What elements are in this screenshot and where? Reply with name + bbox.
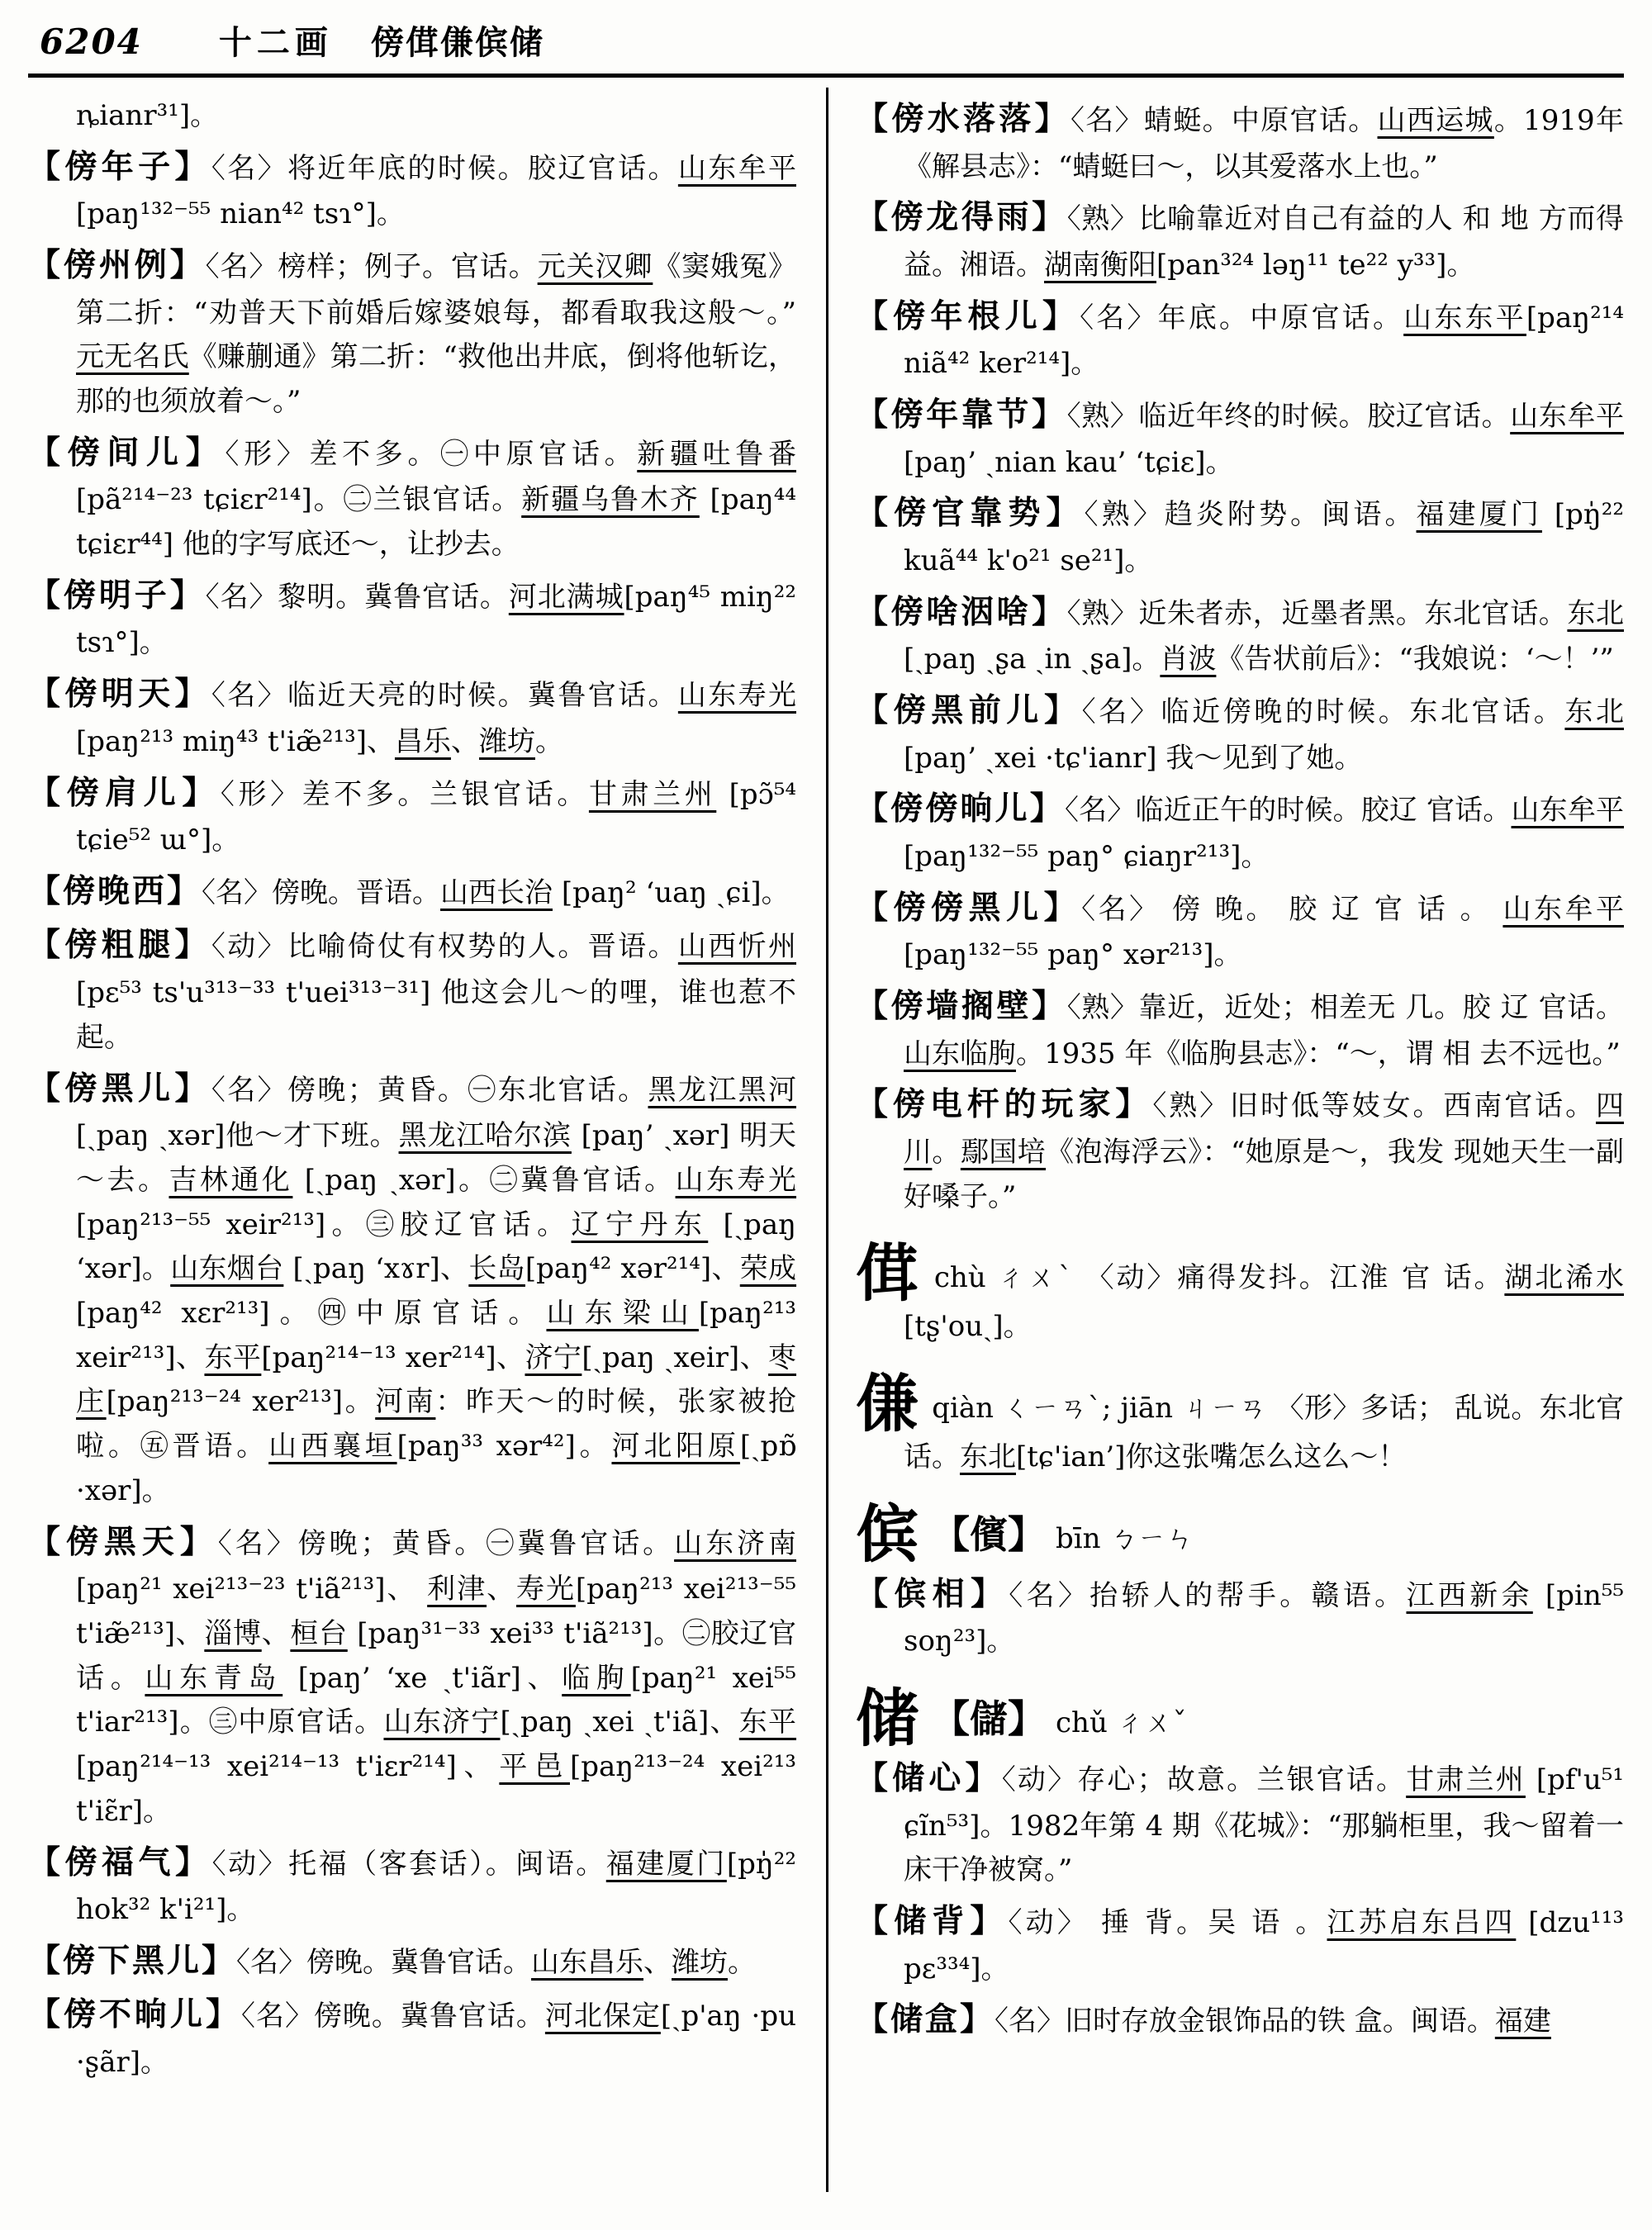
proper-noun-underlined: 新疆吐鲁番: [637, 437, 796, 471]
entry-text: 《赚蒯通》第二折：“救他出井底，倒将他斩讫，那的也须放着～。”: [76, 340, 797, 419]
entry-text: [paŋ²¹³⁻²⁴ xer²¹³]。: [106, 1385, 376, 1419]
proper-noun-underlined: 山东临朐: [904, 1037, 1016, 1070]
proper-noun-underlined: 辽宁丹东: [571, 1208, 709, 1241]
entry-headword: 【傍水落落】: [856, 100, 1070, 138]
entry-text: bīn ㄅㄧㄣ: [1056, 1521, 1194, 1555]
entry-headword: 【傍肩儿】: [28, 773, 221, 812]
dictionary-entry: [856, 390, 1624, 485]
entry-text: [paŋ²¹ xei²¹³⁻²³ t'iã²¹³]、: [76, 1573, 428, 1606]
entry-text: [paŋ⁴⁵ miŋ²² tsɿ°]。: [76, 580, 796, 660]
entry-text: [pf'u⁵¹ ɕĩn⁵³]。1982年第 4 期《花城》：“那躺柜里，我～留着一床干净被窝。”: [904, 1763, 1625, 1887]
entry-headword: 【傍不晌儿】: [28, 1995, 241, 2034]
entry-text: [pŋ̍²² hok³² k'i²¹]。: [76, 1847, 797, 1927]
proper-noun-underlined: 湖北浠水: [1504, 1261, 1625, 1295]
entry-text: [pã²¹⁴⁻²³ tɕiɛr²¹⁴]。㊁兰银官话。: [76, 483, 522, 517]
entry-headword: 【傍年子】: [28, 147, 211, 186]
entry-headword: 【傍傍黑儿】: [856, 888, 1082, 927]
dictionary-entry: [856, 1896, 1624, 1991]
dictionary-entry: [28, 1936, 796, 1987]
entry-headword: 【傍电杆的玩家】: [856, 1085, 1153, 1124]
entry-headword: 【傍官靠势】: [856, 494, 1085, 533]
dictionary-entry: [856, 488, 1624, 583]
entry-text: chǔ ㄔㄨˇ: [1056, 1706, 1187, 1740]
entry-text: 。: [728, 1945, 757, 1979]
entry-headword: 【傍年靠节】: [856, 395, 1067, 434]
dictionary-entry: [856, 1995, 1624, 2046]
proper-noun-underlined: 山东济南: [674, 1526, 796, 1560]
dictionary-entry: [856, 1079, 1624, 1219]
stroke-section-title: 十二画: [218, 23, 333, 62]
proper-noun-underlined: 福建厦门: [1416, 498, 1542, 532]
entry-text: 〈名〉抬轿人的帮手。赣语。: [1009, 1578, 1407, 1612]
entry-text: [paŋ²¹³ xeir²¹³]、: [76, 1296, 797, 1374]
entry-text: 〈形〉差不多。兰银官话。: [220, 777, 589, 811]
header-guide-characters: 傍傇傔傧储: [370, 23, 544, 62]
right-column: [856, 91, 1624, 2089]
entry-text: 〈名〉傍晚；黄昏。㊀冀鲁官话。: [217, 1526, 675, 1560]
proper-noun-underlined: 福建: [1494, 2005, 1551, 2038]
proper-noun-underlined: 四川: [904, 1089, 1624, 1169]
entry-headword: 【傍年根儿】: [856, 297, 1080, 335]
entry-text: 〈名〉榜样；例子。官话。: [205, 250, 538, 284]
proper-noun-underlined: 肖波: [1160, 643, 1217, 676]
dictionary-entry: [28, 1517, 796, 1834]
entry-text: 〈动〉比喻倚仗有权势的人。晋语。: [211, 930, 678, 964]
entry-text: 《告状前后》：“我娘说：‘～！’”: [1216, 643, 1614, 676]
dictionary-entry: [28, 142, 796, 237]
proper-noun-underlined: 黑龙江哈尔滨: [398, 1119, 572, 1153]
column-divider: [826, 88, 828, 2192]
entry-text: 〈名〉傍晚；黄昏。㊀东北官话。: [211, 1073, 648, 1107]
proper-noun-underlined: 湖南衡阳: [1044, 248, 1156, 282]
proper-noun-underlined: 甘肃兰州: [588, 777, 717, 811]
entry-text: [paŋ’ ˏnian kau’ ʻtɕiɛ]。: [904, 445, 1234, 479]
entry-text: 〈名〉将近年底的时候。胶辽官话。: [211, 151, 678, 185]
proper-noun-underlined: 河北保定: [544, 2000, 661, 2033]
proper-noun-underlined: 鄢国培: [960, 1135, 1047, 1169]
dictionary-entry: [28, 920, 796, 1060]
proper-noun-underlined: 临朐: [562, 1661, 631, 1695]
header-divider: [28, 74, 1624, 78]
entry-text: 。1935 年《临朐县志》：“～，谓 相 去不远也。”: [1016, 1037, 1621, 1070]
entry-headword: 【傍粗腿】: [28, 926, 211, 965]
entry-text: 〈名〉傍晚。冀鲁官话。: [236, 1945, 532, 1979]
proper-noun-underlined: 新疆乌鲁木齐: [521, 483, 700, 517]
entry-text: [ˏpaŋ ˏxər]他～才下班。: [76, 1119, 399, 1153]
entry-headword: 【傍墙搁壁】: [856, 986, 1067, 1025]
entry-text: [paŋ²¹ xei⁵⁵ t'iar²¹³]。㊂中原官话。: [76, 1661, 797, 1739]
proper-noun-underlined: 山东梁山: [546, 1296, 699, 1330]
left-column: [28, 91, 796, 2089]
dictionary-entry: [856, 686, 1624, 780]
entry-headword: 【傍间儿】: [28, 433, 225, 472]
entry-text: [paŋ²¹⁴ niã⁴² ker²¹⁴]。: [904, 301, 1625, 381]
entry-text: [paŋ²¹³ miŋ⁴³ t'iæ̃²¹³]、: [76, 724, 395, 758]
entry-headword: 【傍明天】: [28, 675, 211, 714]
proper-noun-underlined: 黑龙江黑河: [648, 1073, 796, 1107]
entry-headword: 【傍龙得雨】: [856, 198, 1067, 237]
entry-text: qiàn ㄑㄧㄢˋ; jiān ㄐㄧㄢ 〈形〉多话； 乱说。东北官话。: [904, 1392, 1625, 1474]
entry-text: [paŋ² ʻuaŋ ˏɕi]。: [553, 875, 790, 909]
proper-noun-underlined: 山东牟平: [1511, 794, 1624, 828]
entry-headword: 【傍福气】: [28, 1843, 212, 1881]
entry-text: [ˏpaŋ ʻxɤr]、: [283, 1252, 469, 1286]
entry-text: 〈熟〉旧时低等妓女。西南官话。: [1152, 1089, 1596, 1123]
dictionary-entry: [856, 292, 1624, 387]
entry-headword: 【傧相】: [856, 1574, 1009, 1613]
entry-headword: 【傍州例】: [28, 246, 206, 285]
entry-text: [paŋ⁴² xər²¹⁴]、: [525, 1252, 740, 1286]
entry-headword: 【傍黑天】: [28, 1522, 218, 1561]
dictionary-entry: [28, 768, 796, 863]
proper-noun-underlined: 济宁: [525, 1340, 582, 1374]
entry-text: 〈名〉傍晚。晋语。: [202, 875, 441, 909]
entry-text: [paŋ’ ˏxər] 明天～去。: [76, 1119, 796, 1197]
proper-noun-underlined: 荣成: [739, 1252, 797, 1286]
dictionary-entry: [856, 784, 1624, 879]
entry-text: [pɛ⁵³ ts'u³¹³⁻³³ t'uei³¹³⁻³¹] 他这会儿～的哩，谁也惹不起。: [76, 976, 796, 1054]
entry-headword: 【傍啥洇啥】: [856, 592, 1067, 631]
head-character: 傧: [856, 1497, 919, 1571]
entry-text: 〈名〉临近天亮的时候。冀鲁官话。: [211, 679, 678, 713]
traditional-form: 【儐】: [932, 1511, 1046, 1557]
dictionary-entry: [856, 192, 1624, 287]
head-character: 傇: [856, 1236, 921, 1311]
dictionary-entry: [856, 1753, 1624, 1893]
entry-text: 。: [534, 724, 563, 758]
proper-noun-underlined: 元无名氏: [76, 340, 189, 374]
entry-text: [ˏpaŋ ˏxeir]、: [582, 1340, 769, 1374]
proper-noun-underlined: 平邑: [499, 1750, 570, 1784]
entry-text: 〈名〉蜻蜓。中原官话。: [1070, 104, 1378, 137]
entry-text: [paŋ³³ xər⁴²]。: [396, 1430, 612, 1464]
entry-text: 〈名〉临近傍晚的时候。东北官话。: [1081, 695, 1565, 728]
proper-noun-underlined: 东北: [960, 1440, 1016, 1474]
character-entry: [856, 1236, 1625, 1350]
proper-noun-underlined: 山东牟平: [1502, 892, 1624, 926]
entry-text: 〈名〉 傍 晚。 胶 辽 官 话 。: [1081, 892, 1503, 926]
proper-noun-underlined: 利津: [427, 1573, 487, 1606]
entry-text: 〈动〉存心；故意。兰银官话。: [1001, 1763, 1407, 1797]
entry-text: [paŋ⁴⁴ tɕiɛr⁴⁴] 他的字写底还～，让抄去。: [76, 483, 797, 562]
proper-noun-underlined: 寿光: [516, 1573, 576, 1606]
entry-text: 〈熟〉临近年终的时候。胶辽官话。: [1066, 399, 1511, 433]
proper-noun-underlined: 枣庄: [76, 1340, 797, 1419]
entry-headword: 【傍黑前儿】: [856, 690, 1082, 729]
entry-text: [paŋ²¹³⁻²⁴ xei²¹³ t'iɛ̃r]。: [76, 1750, 796, 1828]
head-character: 傔: [856, 1367, 919, 1441]
proper-noun-underlined: 长岛: [468, 1252, 525, 1286]
dictionary-entry: [856, 981, 1624, 1076]
entry-text: [tʂ'ouˏ]。: [904, 1310, 1032, 1344]
entry-text: [ˏpaŋ ˏʂa ˏin ˏʂa]。: [904, 643, 1161, 676]
proper-noun-underlined: 东北: [1567, 596, 1625, 630]
proper-noun-underlined: 淄博: [204, 1616, 262, 1650]
entry-text: [tɕ'ian’]你这张嘴怎么这么～！: [1016, 1440, 1407, 1474]
entry-text: [paŋ³¹⁻³³ xei³³ t'iã²¹³]。㊁胶辽官话。: [76, 1616, 797, 1695]
proper-noun-underlined: 山东济宁: [383, 1706, 501, 1739]
dictionary-entry: [28, 866, 796, 918]
proper-noun-underlined: 江西新余: [1406, 1578, 1533, 1612]
entry-text: 〈名〉傍晚。冀鲁官话。: [240, 2000, 545, 2033]
entry-headword: 【傍下黑儿】: [28, 1941, 237, 1980]
entry-text: ȵianr³¹]。: [76, 99, 219, 132]
proper-noun-underlined: 山西长治: [440, 875, 553, 909]
entry-text: [ˏpaŋ ʻxər]。: [76, 1208, 797, 1286]
entry-text: [paŋ²¹³⁻⁵⁵ xeir²¹³]。㊂胶辽官话。: [76, 1208, 572, 1241]
character-entry: [856, 1682, 1624, 1756]
entry-text: [paŋ⁴² xɛr²¹³]。㊃中原官话。: [76, 1296, 547, 1330]
proper-noun-underlined: 昌乐: [394, 724, 451, 758]
proper-noun-underlined: 东平: [204, 1340, 262, 1374]
entry-text: [paŋ¹³²⁻⁵⁵ paŋ° xər²¹³]。: [904, 938, 1242, 972]
entry-text: [ˏpaŋ ˏxər]。㊁冀鲁官话。: [292, 1163, 676, 1197]
entry-text: ：昨天～的时候，张家被抢啦。㊄晋语。: [76, 1385, 797, 1464]
proper-noun-underlined: 山东寿光: [677, 679, 796, 713]
entry-headword: 【储盒】: [856, 2000, 995, 2039]
character-entry: [856, 1497, 1624, 1571]
traditional-form: 【儲】: [932, 1696, 1046, 1742]
proper-noun-underlined: 山西忻州: [677, 930, 796, 964]
proper-noun-underlined: 河北满城: [508, 580, 624, 614]
dictionary-entry: [28, 1990, 796, 2085]
proper-noun-underlined: 甘肃兰州: [1406, 1763, 1526, 1797]
proper-noun-underlined: 河南: [375, 1385, 436, 1419]
entry-text: 、: [643, 1945, 672, 1979]
entry-text: 〈动〉托福（客套话）。闽语。: [211, 1847, 606, 1881]
entry-text: 〈熟〉趋炎附势。闽语。: [1084, 498, 1417, 532]
proper-noun-underlined: 东北: [1564, 695, 1624, 728]
entry-text: 《泡海浮云》：“她原是～，我发 现她天生一副好嗓子。”: [904, 1135, 1625, 1213]
dictionary-entry: [28, 1064, 796, 1514]
entry-text: chù ㄔㄨˋ 〈动〉痛得发抖。江淮 官 话。: [933, 1261, 1505, 1295]
entry-text: 〈名〉临近正午的时候。胶辽 官话。: [1064, 794, 1512, 828]
entry-text: 〈名〉年底。中原官话。: [1080, 301, 1404, 334]
entry-text: [ˏp'aŋ ·pu ·ʂãr]。: [76, 2000, 796, 2080]
proper-noun-underlined: 山东烟台: [170, 1252, 284, 1286]
entry-text: [ˏpɒ̃ ·xər]。: [76, 1430, 797, 1507]
entry-text: 〈熟〉比喻靠近对自己有益的人 和 地 方而得益。湘语。: [904, 202, 1624, 282]
proper-noun-underlined: 山东东平: [1403, 301, 1526, 334]
entry-text: 〈名〉旧时存放金银饰品的铁 盒。闽语。: [995, 2005, 1495, 2038]
proper-noun-underlined: 山东青岛: [145, 1661, 283, 1695]
entry-text: [paŋ²¹⁴⁻¹³ xei²¹⁴⁻¹³ t'iɛr²¹⁴]、: [76, 1750, 500, 1784]
entry-text: [dzu¹¹³ pɛ³³⁴]。: [904, 1906, 1624, 1986]
entry-text: 〈熟〉靠近，近处；相差无 几。胶 辽 官话。: [1066, 990, 1624, 1024]
entry-text: 、: [261, 1616, 291, 1650]
dictionary-entry: [28, 428, 796, 567]
dictionary-entry: [856, 1569, 1624, 1664]
proper-noun-underlined: 河北阳原: [611, 1430, 740, 1464]
entry-text: 《窦娥冤》第二折：“劝普天下前婚后嫁婆娘每，都看取我这般～。”: [76, 250, 797, 330]
dictionary-entry: [28, 571, 796, 666]
entry-text: [pɔ̃⁵⁴ tɕie⁵² ɯ°]。: [76, 777, 797, 857]
entry-text: [ˏpaŋ ˏxei ˏt'iã]、: [500, 1706, 739, 1739]
entry-text: 〈名〉黎明。冀鲁官话。: [205, 580, 509, 614]
proper-noun-underlined: 江苏启东吕四: [1327, 1906, 1517, 1940]
proper-noun-underlined: 山东牟平: [1510, 399, 1625, 433]
entry-text: 、: [487, 1573, 517, 1606]
dictionary-entry: [28, 1838, 796, 1933]
entry-text: [paŋ¹³²⁻⁵⁵ paŋ° ɕiaŋr²¹³]。: [904, 839, 1270, 873]
entry-text: 〈动〉 捶 背。吴 语 。: [1008, 1906, 1327, 1940]
proper-noun-underlined: 潍坊: [672, 1945, 729, 1979]
two-column-body: [28, 91, 1624, 2089]
proper-noun-underlined: 潍坊: [478, 724, 535, 758]
entry-text: 。: [932, 1135, 961, 1169]
proper-noun-underlined: 山东昌乐: [531, 1945, 644, 1979]
proper-noun-underlined: 桓台: [290, 1616, 348, 1650]
dictionary-entry: [856, 94, 1624, 189]
dictionary-entry: [856, 883, 1624, 978]
proper-noun-underlined: 山西运城: [1377, 104, 1494, 137]
proper-noun-underlined: 吉林通化: [169, 1163, 293, 1197]
dictionary-entry: [28, 240, 796, 425]
entry-text: 。1919年《解县志》：“蜻蜓曰～，以其爱落水上也。”: [904, 104, 1625, 183]
entry-continuation: [28, 94, 796, 139]
entry-text: [paŋ’ ˏxei ·tɕ'ianr] 我～见到了她。: [904, 741, 1363, 775]
entry-text: 、: [450, 724, 479, 758]
entry-text: 〈形〉差不多。㊀中原官话。: [225, 437, 638, 471]
character-entry: [856, 1367, 1625, 1480]
entry-headword: 【傍傍晌儿】: [856, 790, 1065, 828]
entry-text: [paŋ¹³²⁻⁵⁵ nian⁴² tsɿ°]。: [76, 197, 405, 231]
entry-text: [pŋ̍²² kuã⁴⁴ k'o²¹ se²¹]。: [904, 498, 1625, 577]
entry-headword: 【傍明子】: [28, 576, 206, 614]
entry-text: [pin⁵⁵ soŋ²³]。: [904, 1578, 1624, 1658]
head-character: 储: [856, 1682, 919, 1756]
entry-text: [paŋ²¹³ xei²¹³⁻⁵⁵ t'iæ̃²¹³]、: [76, 1573, 797, 1650]
proper-noun-underlined: 山西襄垣: [268, 1430, 397, 1464]
entry-text: [paŋ’ ʻxe ˏt'iãr]、: [282, 1661, 563, 1695]
entry-headword: 【傍黑儿】: [28, 1069, 211, 1108]
proper-noun-underlined: 元关汉卿: [537, 250, 653, 284]
proper-noun-underlined: 山东寿光: [675, 1163, 797, 1197]
proper-noun-underlined: 东平: [738, 1706, 797, 1739]
entry-text: 〈熟〉近朱者赤，近墨者黑。东北官话。: [1066, 596, 1568, 630]
proper-noun-underlined: 山东牟平: [677, 151, 796, 185]
page-number: 6204: [40, 21, 143, 62]
dictionary-entry: [856, 587, 1624, 682]
entry-headword: 【傍晚西】: [28, 871, 202, 910]
entry-headword: 【储心】: [856, 1759, 1002, 1798]
entry-text: [pan³²⁴ ləŋ¹¹ te²² y³³]。: [1156, 248, 1475, 282]
proper-noun-underlined: 福建厦门: [605, 1847, 727, 1881]
dictionary-entry: [28, 669, 796, 764]
entry-headword: 【储背】: [856, 1902, 1009, 1941]
page-header: [28, 17, 1624, 64]
entry-text: [paŋ²¹⁴⁻¹³ xer²¹⁴]、: [261, 1340, 525, 1374]
